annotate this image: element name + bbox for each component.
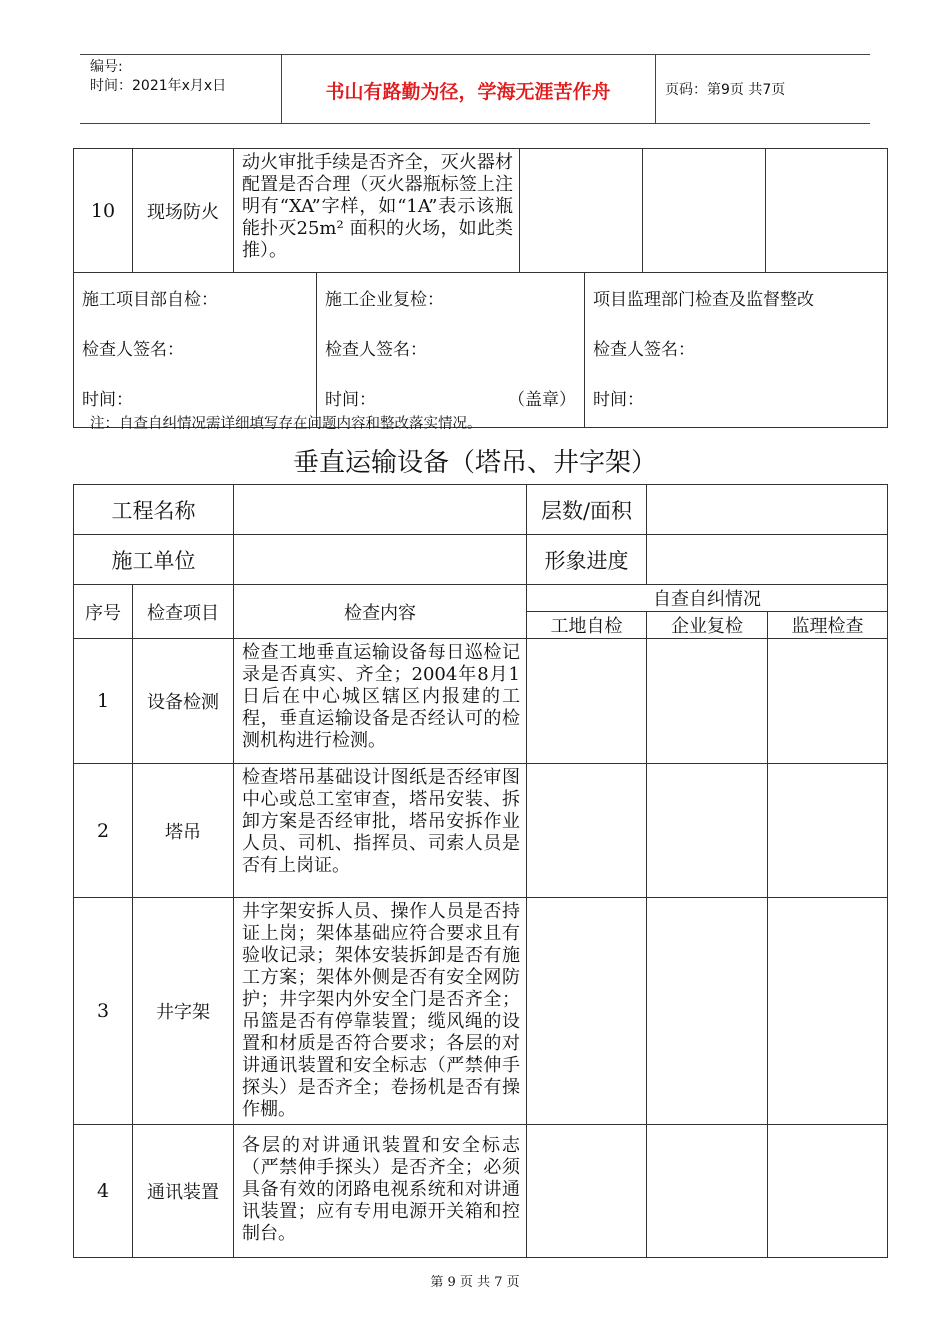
row-item: 现场防火 [133,149,234,273]
construction-unit-label: 施工单位 [74,535,234,585]
time-label: 时间： [82,390,133,410]
site-check-cell[interactable] [520,149,643,273]
construction-unit-value[interactable] [234,535,527,585]
signature-table [73,272,888,428]
page-header [80,54,870,124]
company-recheck-cell[interactable] [317,273,585,428]
floors-area-value[interactable] [647,485,888,535]
project-name-value[interactable] [234,485,527,535]
table-row [74,149,888,273]
row-item: 通讯装置 [133,1125,234,1258]
progress-label: 形象进度 [527,535,647,585]
company-check-cell[interactable] [647,898,768,1125]
project-row [74,485,888,535]
row-number: 1 [74,639,133,764]
supervision-check-cell[interactable] [768,639,888,764]
table-row [74,1125,888,1258]
header-company: 企业复检 [647,612,768,639]
signature-title: 施工企业复检： [325,290,444,310]
note-text: 注：自查自纠情况需详细填写存在问题内容和整改落实情况。 [90,416,482,432]
header-content: 检查内容 [234,585,527,639]
signature-title: 施工项目部自检： [82,290,218,310]
site-check-cell[interactable] [527,1125,647,1258]
floors-area-label: 层数/面积 [527,485,647,535]
row-number: 2 [74,764,133,898]
time-label: 时间： [593,390,644,410]
row-number: 3 [74,898,133,1125]
signer-label: 检查人签名： [82,340,184,360]
company-check-cell[interactable] [643,149,766,273]
supervision-check-cell[interactable] [585,273,888,428]
row-content: 检查工地垂直运输设备每日巡检记录是否真实、齐全；2004年8月1日后在中心城区辖区内报建的工程，垂直运输设备是否经认可的检测机构进行检测。 [234,639,527,764]
row-item: 塔吊 [133,764,234,898]
time-label: 时间： [325,390,376,410]
company-check-cell[interactable] [647,764,768,898]
site-check-cell[interactable] [527,639,647,764]
vertical-transport-table [73,484,888,1258]
header-item: 检查项目 [133,585,234,639]
project-name-label: 工程名称 [74,485,234,535]
signer-label: 检查人签名： [325,340,427,360]
row-content: 动火审批手续是否齐全，灭火器材配置是否合理（灭火器瓶标签上注明有“XA”字样，如“1A”表示该瓶能扑灭25m² 面积的火场，如此类推）。 [234,149,520,273]
table-row [74,639,888,764]
row-item: 井字架 [133,898,234,1125]
header-site: 工地自检 [527,612,647,639]
supervision-check-cell[interactable] [766,149,888,273]
section-title: 垂直运输设备（塔吊、井字架） [292,448,657,478]
company-check-cell[interactable] [647,1125,768,1258]
site-check-cell[interactable] [527,764,647,898]
row-content: 各层的对讲通讯装置和安全标志（严禁伸手探头）是否齐全；必须具备有效的闭路电视系统和对讲通讯装置；应有专用电源开关箱和控制台。 [234,1125,527,1258]
header-page-number: 页码：第9页 共7页 [665,82,786,98]
header-divider [655,55,656,123]
table-row [74,764,888,898]
header-row [74,585,888,612]
supervision-check-cell[interactable] [768,764,888,898]
row-number: 10 [74,149,133,273]
signature-row [74,273,888,428]
project-self-check-cell[interactable] [74,273,317,428]
header-supervision: 监理检查 [768,612,888,639]
header-no: 序号 [74,585,133,639]
header-self-check: 自查自纠情况 [527,585,888,612]
number-label: 编号: [90,59,123,75]
progress-value[interactable] [647,535,888,585]
header-motto: 书山有路勤为径，学海无涯苦作舟 [325,81,611,103]
site-check-cell[interactable] [527,898,647,1125]
supervision-check-cell[interactable] [768,1125,888,1258]
supervision-check-cell[interactable] [768,898,888,1125]
row-content: 井字架安拆人员、操作人员是否持证上岗；架体基础应符合要求且有验收记录；架体安装拆卸是否有施工方案；架体外侧是否有安全网防护；井字架内外安全门是否齐全；吊篮是否有停靠装置；缆风绳的设置和材质是否符合要求；各层的对讲通讯装置和安全标志（严禁伸手探头）是否齐全；卷扬机是否有操作棚。 [234,898,527,1125]
fire-check-table [73,148,888,273]
unit-row [74,535,888,585]
row-item: 设备检测 [133,639,234,764]
seal-label: （盖章） [508,390,576,410]
signer-label: 检查人签名： [593,340,695,360]
signature-title: 项目监理部门检查及监督整改 [593,290,814,310]
row-number: 4 [74,1125,133,1258]
page-footer: 第 9 页 共 7 页 [430,1275,520,1290]
table-row [74,898,888,1125]
row-content: 检查塔吊基础设计图纸是否经审图中心或总工室审查，塔吊安装、拆卸方案是否经审批，塔吊安拆作业人员、司机、指挥员、司索人员是否有上岗证。 [234,764,527,898]
time-label: 时间：2021年x月x日 [90,78,227,94]
company-check-cell[interactable] [647,639,768,764]
header-meta [90,58,226,96]
